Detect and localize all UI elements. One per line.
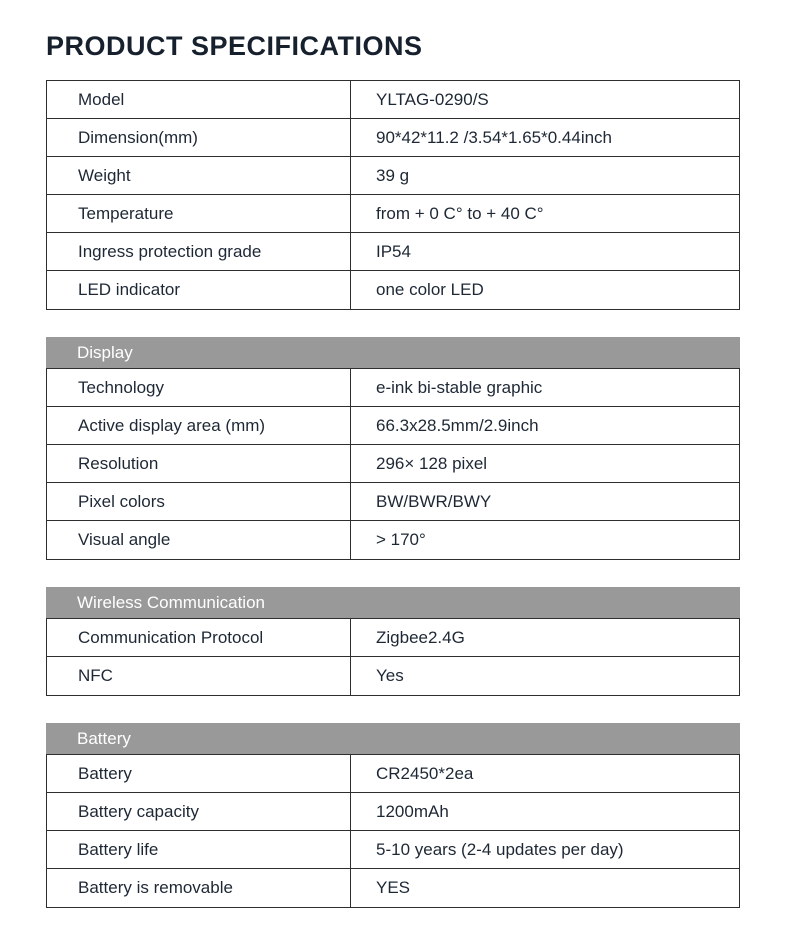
row-value-cell xyxy=(351,483,739,520)
row-value: Zigbee2.4G xyxy=(376,627,465,647)
section-header xyxy=(46,723,740,754)
row-value: from + 0 C° to + 40 C° xyxy=(376,203,544,223)
row-value: Yes xyxy=(376,666,404,685)
row-value-cell xyxy=(351,619,739,656)
row-value-cell xyxy=(351,521,739,559)
spec-rows-box xyxy=(46,754,740,908)
spec-tables xyxy=(46,80,740,908)
section-header xyxy=(46,587,740,618)
row-label-cell xyxy=(47,233,351,270)
row-label-cell xyxy=(47,157,351,194)
row-label: Model xyxy=(78,89,125,109)
spec-section xyxy=(46,80,740,310)
spec-section xyxy=(46,337,740,560)
table-row xyxy=(47,407,739,445)
spec-section xyxy=(46,723,740,908)
row-value-cell xyxy=(351,869,739,907)
row-label: Temperature xyxy=(78,203,174,223)
row-label: Battery capacity xyxy=(78,801,199,821)
row-value-cell xyxy=(351,793,739,830)
table-row xyxy=(47,81,739,119)
row-value: 296× 128 pixel xyxy=(376,453,488,473)
row-label-cell xyxy=(47,793,351,830)
row-label: Resolution xyxy=(78,453,159,473)
row-value: CR2450*2ea xyxy=(376,763,474,783)
table-row xyxy=(47,157,739,195)
row-value-cell xyxy=(351,271,739,309)
table-row xyxy=(47,369,739,407)
row-label: Technology xyxy=(78,377,165,397)
spec-rows-box xyxy=(46,618,740,696)
row-value-cell xyxy=(351,407,739,444)
row-label-cell xyxy=(47,483,351,520)
row-label-cell xyxy=(47,869,351,907)
row-value-cell xyxy=(351,233,739,270)
spec-rows-box xyxy=(46,368,740,560)
row-label-cell xyxy=(47,195,351,232)
table-row xyxy=(47,831,739,869)
table-row xyxy=(47,619,739,657)
row-label-cell xyxy=(47,657,351,695)
row-label: Ingress protection grade xyxy=(78,241,262,261)
row-label: Battery life xyxy=(78,839,159,859)
row-value: 66.3x28.5mm/2.9inch xyxy=(376,415,539,435)
table-row xyxy=(47,271,739,309)
row-value: 5-10 years (2-4 updates per day) xyxy=(376,839,624,859)
row-label-cell xyxy=(47,445,351,482)
page-title: PRODUCT SPECIFICATIONS xyxy=(46,31,423,61)
table-row xyxy=(47,233,739,271)
row-label: NFC xyxy=(78,666,113,685)
section-header-label: Display xyxy=(77,342,133,362)
row-value-cell xyxy=(351,157,739,194)
row-label: Battery xyxy=(78,763,132,783)
row-value-cell xyxy=(351,445,739,482)
row-value: 1200mAh xyxy=(376,801,449,821)
row-value-cell xyxy=(351,369,739,406)
row-label: Communication Protocol xyxy=(78,627,264,647)
row-label: Active display area (mm) xyxy=(78,415,266,435)
row-value: 90*42*11.2 /3.54*1.65*0.44inch xyxy=(376,127,612,147)
row-value: e-ink bi-stable graphic xyxy=(376,377,543,397)
row-label-cell xyxy=(47,81,351,118)
table-row xyxy=(47,483,739,521)
row-value: one color LED xyxy=(376,280,484,299)
spec-rows-box xyxy=(46,80,740,310)
section-header-label: Wireless Communication xyxy=(77,592,265,612)
row-label-cell xyxy=(47,755,351,792)
row-value: YES xyxy=(376,878,411,897)
row-value-cell xyxy=(351,81,739,118)
row-value-cell xyxy=(351,195,739,232)
table-row xyxy=(47,793,739,831)
row-label-cell xyxy=(47,119,351,156)
table-row xyxy=(47,755,739,793)
row-label-cell xyxy=(47,831,351,868)
table-row xyxy=(47,869,739,907)
row-label: Battery is removable xyxy=(78,878,233,897)
row-label-cell xyxy=(47,369,351,406)
row-value: YLTAG-0290/S xyxy=(376,89,489,109)
row-value-cell xyxy=(351,657,739,695)
table-row xyxy=(47,195,739,233)
row-value-cell xyxy=(351,755,739,792)
row-value: BW/BWR/BWY xyxy=(376,491,492,511)
row-label: Pixel colors xyxy=(78,491,165,511)
table-row xyxy=(47,119,739,157)
row-label: LED indicator xyxy=(78,280,181,299)
section-header-label: Battery xyxy=(77,728,131,748)
row-label: Dimension(mm) xyxy=(78,127,198,147)
row-value: 39 g xyxy=(376,165,410,185)
row-value-cell xyxy=(351,119,739,156)
row-label-cell xyxy=(47,271,351,309)
row-label: Visual angle xyxy=(78,530,171,549)
row-label-cell xyxy=(47,407,351,444)
table-row xyxy=(47,445,739,483)
row-value: > 170° xyxy=(376,530,426,549)
spec-section xyxy=(46,587,740,696)
row-label-cell xyxy=(47,521,351,559)
row-label-cell xyxy=(47,619,351,656)
row-value: IP54 xyxy=(376,241,411,261)
table-row xyxy=(47,657,739,695)
row-label: Weight xyxy=(78,165,131,185)
table-row xyxy=(47,521,739,559)
row-value-cell xyxy=(351,831,739,868)
section-header xyxy=(46,337,740,368)
